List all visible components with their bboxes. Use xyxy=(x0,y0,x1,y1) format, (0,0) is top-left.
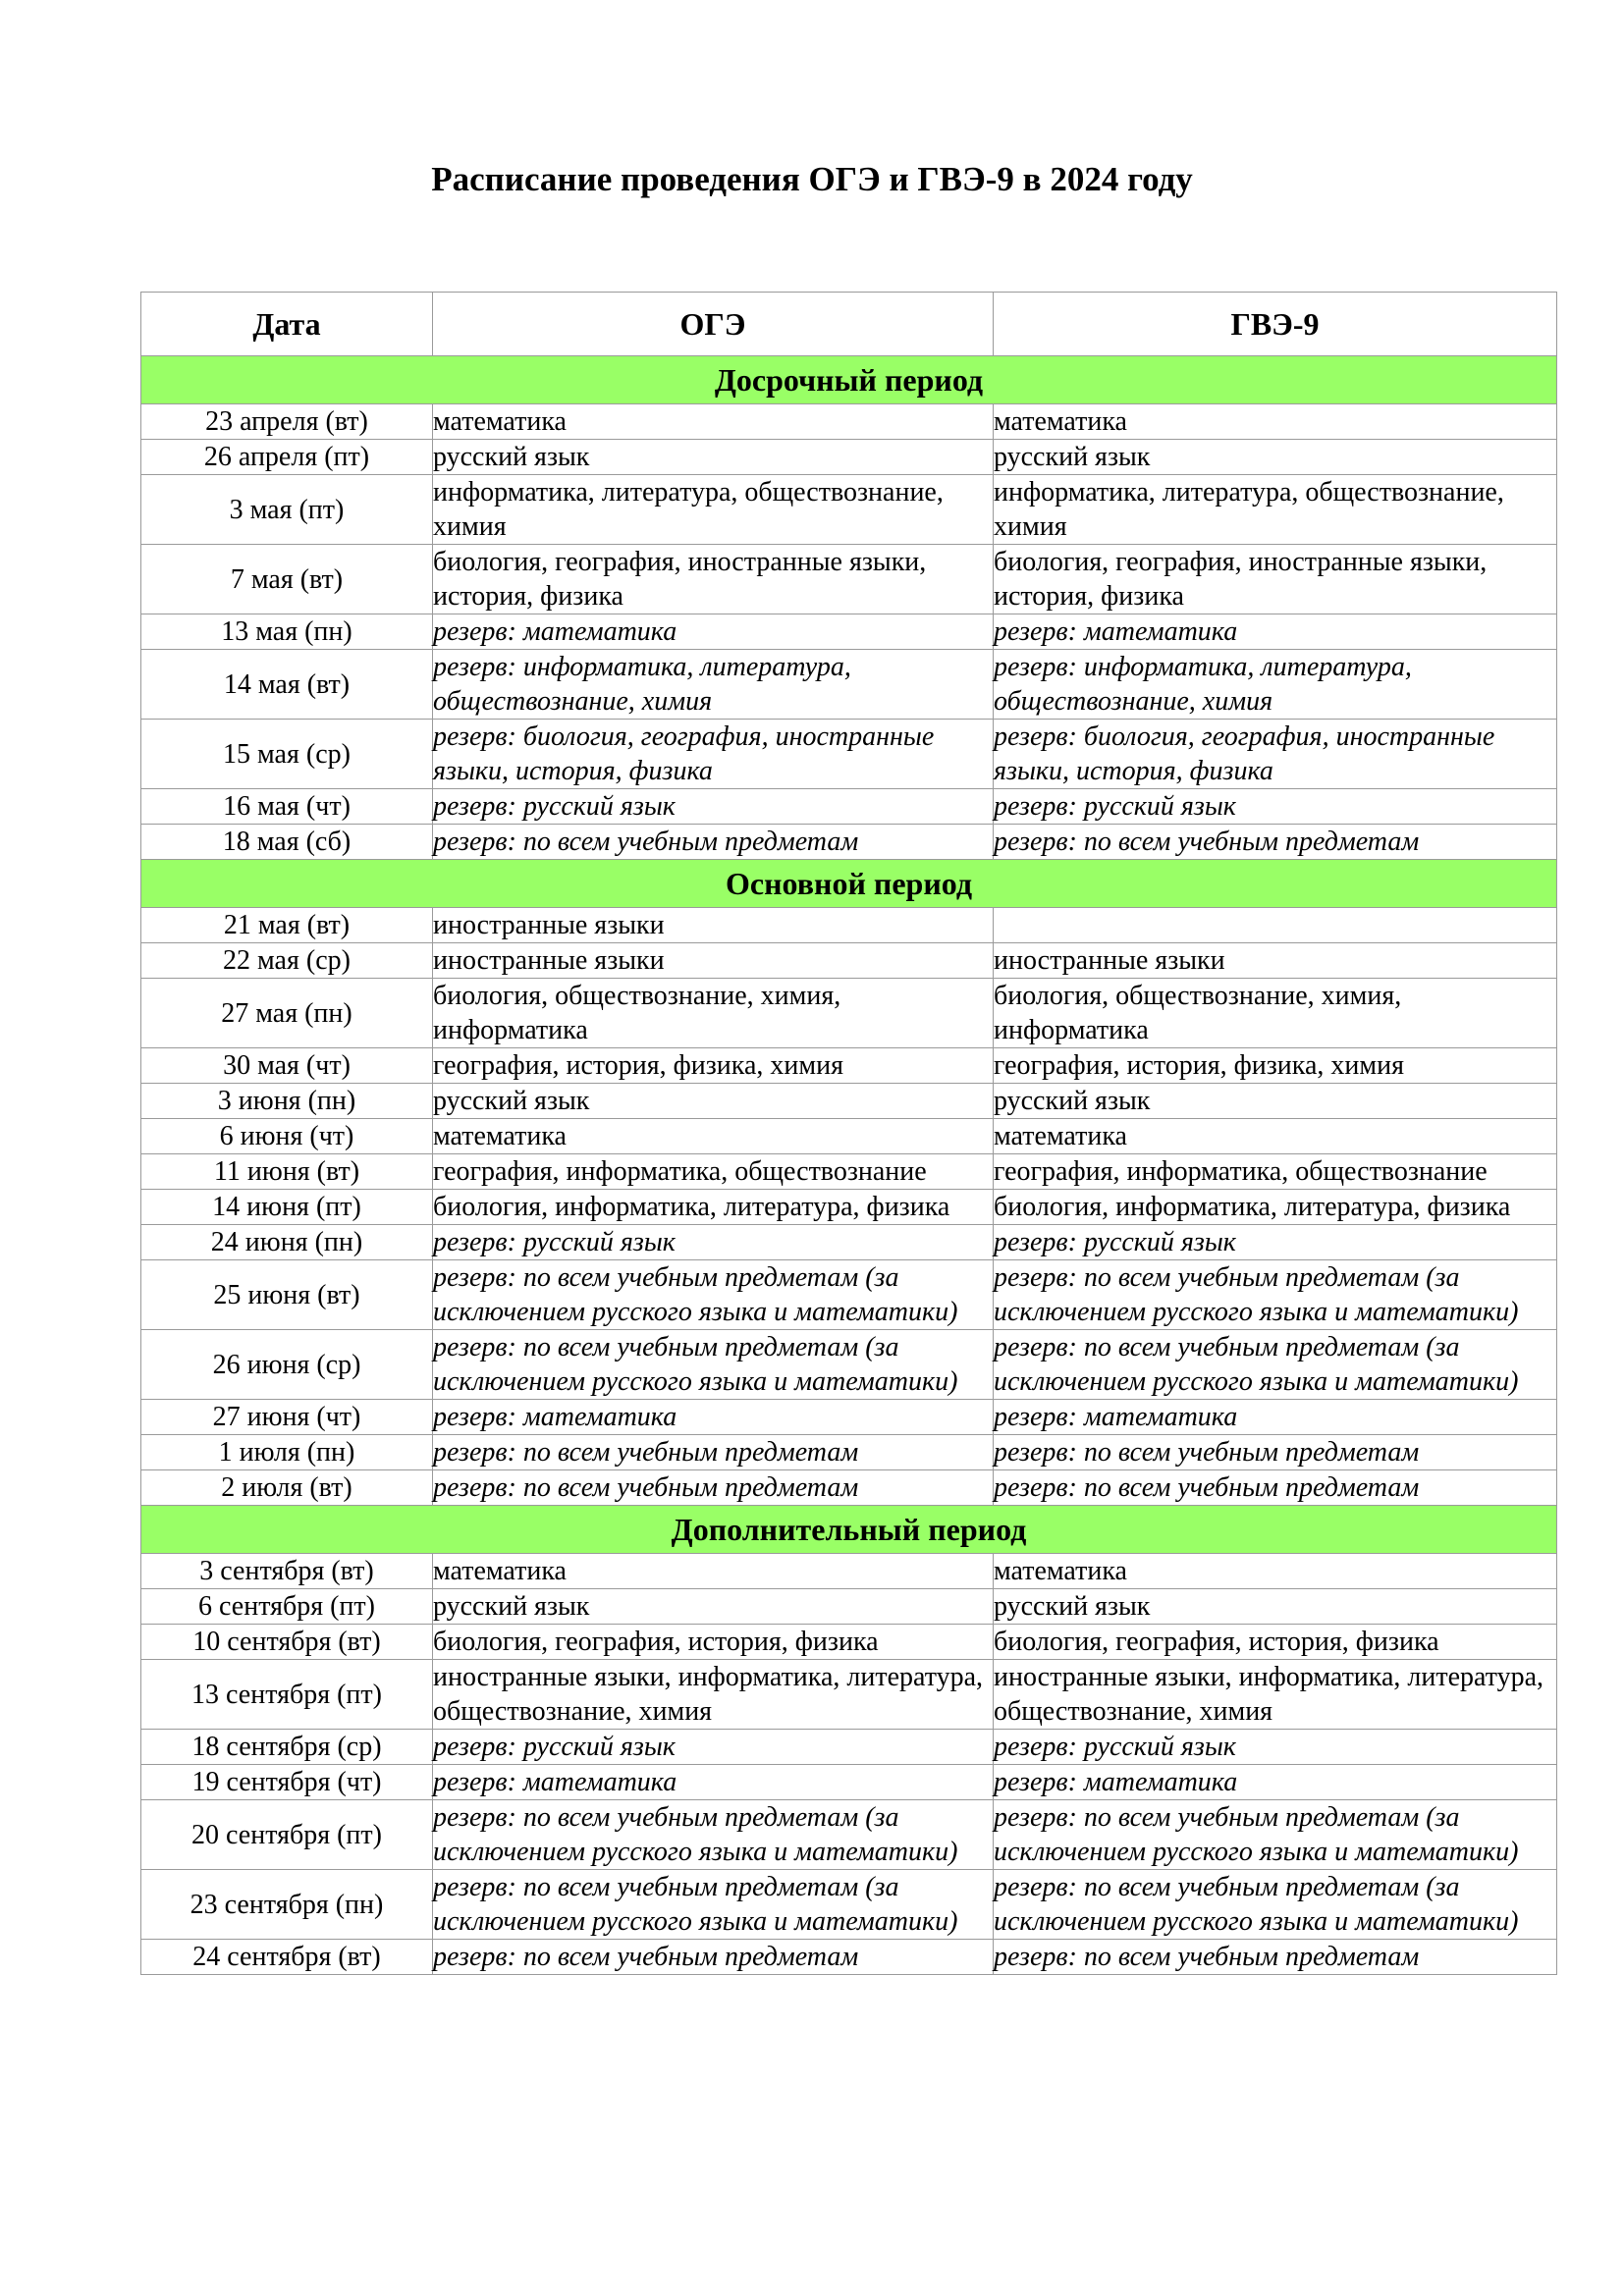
date-cell: 16 мая (чт) xyxy=(141,789,433,825)
table-row xyxy=(141,1119,1557,1154)
gve-subjects-cell: биология, информатика, литература, физика xyxy=(994,1190,1557,1225)
gve-subjects-cell: резерв: русский язык xyxy=(994,789,1557,825)
gve-subjects-cell: резерв: по всем учебным предметам xyxy=(994,1940,1557,1975)
date-cell: 26 июня (ср) xyxy=(141,1330,433,1400)
date-cell: 1 июля (пн) xyxy=(141,1435,433,1470)
gve-subjects-cell: резерв: по всем учебным предметам xyxy=(994,825,1557,860)
table-row xyxy=(141,1940,1557,1975)
gve-subjects-cell: резерв: по всем учебным предметам (за исключением русского языка и математики) xyxy=(994,1260,1557,1330)
table-row xyxy=(141,1225,1557,1260)
date-cell: 22 мая (ср) xyxy=(141,943,433,979)
table-row xyxy=(141,1435,1557,1470)
date-cell: 23 сентября (пн) xyxy=(141,1870,433,1940)
document-title: Расписание проведения ОГЭ и ГВЭ-9 в 2024 году xyxy=(431,160,1193,198)
oge-subjects-cell: иностранные языки, информатика, литература, обществознание, химия xyxy=(433,1660,994,1730)
date-cell: 13 мая (пн) xyxy=(141,614,433,650)
date-cell: 3 июня (пн) xyxy=(141,1084,433,1119)
oge-subjects-cell: резерв: математика xyxy=(433,614,994,650)
table-row xyxy=(141,440,1557,475)
gve-subjects-cell: информатика, литература, обществознание, химия xyxy=(994,475,1557,545)
table-row xyxy=(141,1330,1557,1400)
table-row xyxy=(141,1870,1557,1940)
table-row xyxy=(141,1400,1557,1435)
date-cell: 24 сентября (вт) xyxy=(141,1940,433,1975)
date-cell: 20 сентября (пт) xyxy=(141,1800,433,1870)
gve-subjects-cell: резерв: математика xyxy=(994,614,1557,650)
oge-subjects-cell: математика xyxy=(433,1554,994,1589)
exam-schedule-table xyxy=(140,292,1557,1975)
oge-subjects-cell: резерв: по всем учебным предметам (за исключением русского языка и математики) xyxy=(433,1330,994,1400)
period-title: Досрочный период xyxy=(141,356,1557,404)
period-title: Основной период xyxy=(141,860,1557,908)
table-header xyxy=(141,293,1557,356)
oge-subjects-cell: биология, обществознание, химия, информатика xyxy=(433,979,994,1048)
oge-subjects-cell: резерв: математика xyxy=(433,1400,994,1435)
date-cell: 18 сентября (ср) xyxy=(141,1730,433,1765)
gve-subjects-cell: резерв: по всем учебным предметам xyxy=(994,1470,1557,1506)
oge-subjects-cell: информатика, литература, обществознание, химия xyxy=(433,475,994,545)
oge-subjects-cell: резерв: по всем учебным предметам xyxy=(433,1435,994,1470)
table-row xyxy=(141,1765,1557,1800)
date-cell: 7 мая (вт) xyxy=(141,545,433,614)
table-row xyxy=(141,475,1557,545)
gve-subjects-cell xyxy=(994,908,1557,943)
gve-subjects-cell: иностранные языки, информатика, литература, обществознание, химия xyxy=(994,1660,1557,1730)
oge-subjects-cell: русский язык xyxy=(433,1589,994,1625)
table-body xyxy=(141,356,1557,1975)
oge-subjects-cell: резерв: по всем учебным предметам (за исключением русского языка и математики) xyxy=(433,1260,994,1330)
oge-subjects-cell: резерв: информатика, литература, обществознание, химия xyxy=(433,650,994,720)
gve-subjects-cell: резерв: по всем учебным предметам (за исключением русского языка и математики) xyxy=(994,1330,1557,1400)
date-cell: 14 июня (пт) xyxy=(141,1190,433,1225)
date-cell: 15 мая (ср) xyxy=(141,720,433,789)
date-cell: 27 мая (пн) xyxy=(141,979,433,1048)
table-row xyxy=(141,1260,1557,1330)
date-cell: 19 сентября (чт) xyxy=(141,1765,433,1800)
table-row xyxy=(141,789,1557,825)
oge-subjects-cell: география, информатика, обществознание xyxy=(433,1154,994,1190)
date-cell: 3 сентября (вт) xyxy=(141,1554,433,1589)
table-row xyxy=(141,1154,1557,1190)
date-cell: 10 сентября (вт) xyxy=(141,1625,433,1660)
oge-subjects-cell: биология, география, иностранные языки, история, физика xyxy=(433,545,994,614)
date-cell: 26 апреля (пт) xyxy=(141,440,433,475)
oge-subjects-cell: резерв: по всем учебным предметам (за исключением русского языка и математики) xyxy=(433,1870,994,1940)
oge-subjects-cell: математика xyxy=(433,404,994,440)
period-header-row xyxy=(141,356,1557,404)
date-cell: 25 июня (вт) xyxy=(141,1260,433,1330)
date-cell: 23 апреля (вт) xyxy=(141,404,433,440)
oge-subjects-cell: иностранные языки xyxy=(433,908,994,943)
table-row xyxy=(141,1470,1557,1506)
gve-subjects-cell: резерв: русский язык xyxy=(994,1730,1557,1765)
column-header-date: Дата xyxy=(141,293,433,356)
gve-subjects-cell: резерв: математика xyxy=(994,1400,1557,1435)
gve-subjects-cell: резерв: по всем учебным предметам (за исключением русского языка и математики) xyxy=(994,1800,1557,1870)
gve-subjects-cell: география, история, физика, химия xyxy=(994,1048,1557,1084)
oge-subjects-cell: резерв: по всем учебным предметам xyxy=(433,1470,994,1506)
table-row xyxy=(141,1084,1557,1119)
table-row xyxy=(141,979,1557,1048)
date-cell: 13 сентября (пт) xyxy=(141,1660,433,1730)
table-row xyxy=(141,1190,1557,1225)
oge-subjects-cell: биология, информатика, литература, физика xyxy=(433,1190,994,1225)
date-cell: 24 июня (пн) xyxy=(141,1225,433,1260)
date-cell: 6 июня (чт) xyxy=(141,1119,433,1154)
oge-subjects-cell: иностранные языки xyxy=(433,943,994,979)
table-row xyxy=(141,1048,1557,1084)
gve-subjects-cell: резерв: по всем учебным предметам (за исключением русского языка и математики) xyxy=(994,1870,1557,1940)
gve-subjects-cell: русский язык xyxy=(994,1084,1557,1119)
table-row xyxy=(141,650,1557,720)
gve-subjects-cell: иностранные языки xyxy=(994,943,1557,979)
date-cell: 2 июля (вт) xyxy=(141,1470,433,1506)
gve-subjects-cell: математика xyxy=(994,1119,1557,1154)
oge-subjects-cell: резерв: по всем учебным предметам xyxy=(433,1940,994,1975)
table-row xyxy=(141,720,1557,789)
oge-subjects-cell: русский язык xyxy=(433,440,994,475)
gve-subjects-cell: резерв: русский язык xyxy=(994,1225,1557,1260)
table-row xyxy=(141,614,1557,650)
gve-subjects-cell: резерв: по всем учебным предметам xyxy=(994,1435,1557,1470)
gve-subjects-cell: география, информатика, обществознание xyxy=(994,1154,1557,1190)
table-row xyxy=(141,404,1557,440)
oge-subjects-cell: биология, география, история, физика xyxy=(433,1625,994,1660)
period-header-row xyxy=(141,860,1557,908)
date-cell: 6 сентября (пт) xyxy=(141,1589,433,1625)
date-cell: 30 мая (чт) xyxy=(141,1048,433,1084)
date-cell: 18 мая (сб) xyxy=(141,825,433,860)
table-row xyxy=(141,943,1557,979)
gve-subjects-cell: биология, география, история, физика xyxy=(994,1625,1557,1660)
oge-subjects-cell: резерв: русский язык xyxy=(433,789,994,825)
column-header-gve: ГВЭ-9 xyxy=(994,293,1557,356)
oge-subjects-cell: резерв: русский язык xyxy=(433,1225,994,1260)
gve-subjects-cell: русский язык xyxy=(994,1589,1557,1625)
gve-subjects-cell: резерв: информатика, литература, обществознание, химия xyxy=(994,650,1557,720)
table-row xyxy=(141,1625,1557,1660)
gve-subjects-cell: математика xyxy=(994,404,1557,440)
column-header-oge: ОГЭ xyxy=(433,293,994,356)
oge-subjects-cell: резерв: русский язык xyxy=(433,1730,994,1765)
gve-subjects-cell: биология, география, иностранные языки, история, физика xyxy=(994,545,1557,614)
table-row xyxy=(141,1554,1557,1589)
table-row xyxy=(141,825,1557,860)
oge-subjects-cell: русский язык xyxy=(433,1084,994,1119)
date-cell: 27 июня (чт) xyxy=(141,1400,433,1435)
date-cell: 11 июня (вт) xyxy=(141,1154,433,1190)
table-row xyxy=(141,908,1557,943)
oge-subjects-cell: резерв: по всем учебным предметам xyxy=(433,825,994,860)
oge-subjects-cell: резерв: биология, география, иностранные языки, история, физика xyxy=(433,720,994,789)
gve-subjects-cell: математика xyxy=(994,1554,1557,1589)
period-title: Дополнительный период xyxy=(141,1506,1557,1554)
oge-subjects-cell: география, история, физика, химия xyxy=(433,1048,994,1084)
table-row xyxy=(141,1660,1557,1730)
oge-subjects-cell: резерв: по всем учебным предметам (за исключением русского языка и математики) xyxy=(433,1800,994,1870)
table-row xyxy=(141,1800,1557,1870)
period-header-row xyxy=(141,1506,1557,1554)
gve-subjects-cell: русский язык xyxy=(994,440,1557,475)
gve-subjects-cell: биология, обществознание, химия, информатика xyxy=(994,979,1557,1048)
table-row xyxy=(141,1589,1557,1625)
date-cell: 14 мая (вт) xyxy=(141,650,433,720)
table-row xyxy=(141,1730,1557,1765)
oge-subjects-cell: математика xyxy=(433,1119,994,1154)
table-row xyxy=(141,545,1557,614)
date-cell: 3 мая (пт) xyxy=(141,475,433,545)
date-cell: 21 мая (вт) xyxy=(141,908,433,943)
oge-subjects-cell: резерв: математика xyxy=(433,1765,994,1800)
gve-subjects-cell: резерв: биология, география, иностранные языки, история, физика xyxy=(994,720,1557,789)
gve-subjects-cell: резерв: математика xyxy=(994,1765,1557,1800)
